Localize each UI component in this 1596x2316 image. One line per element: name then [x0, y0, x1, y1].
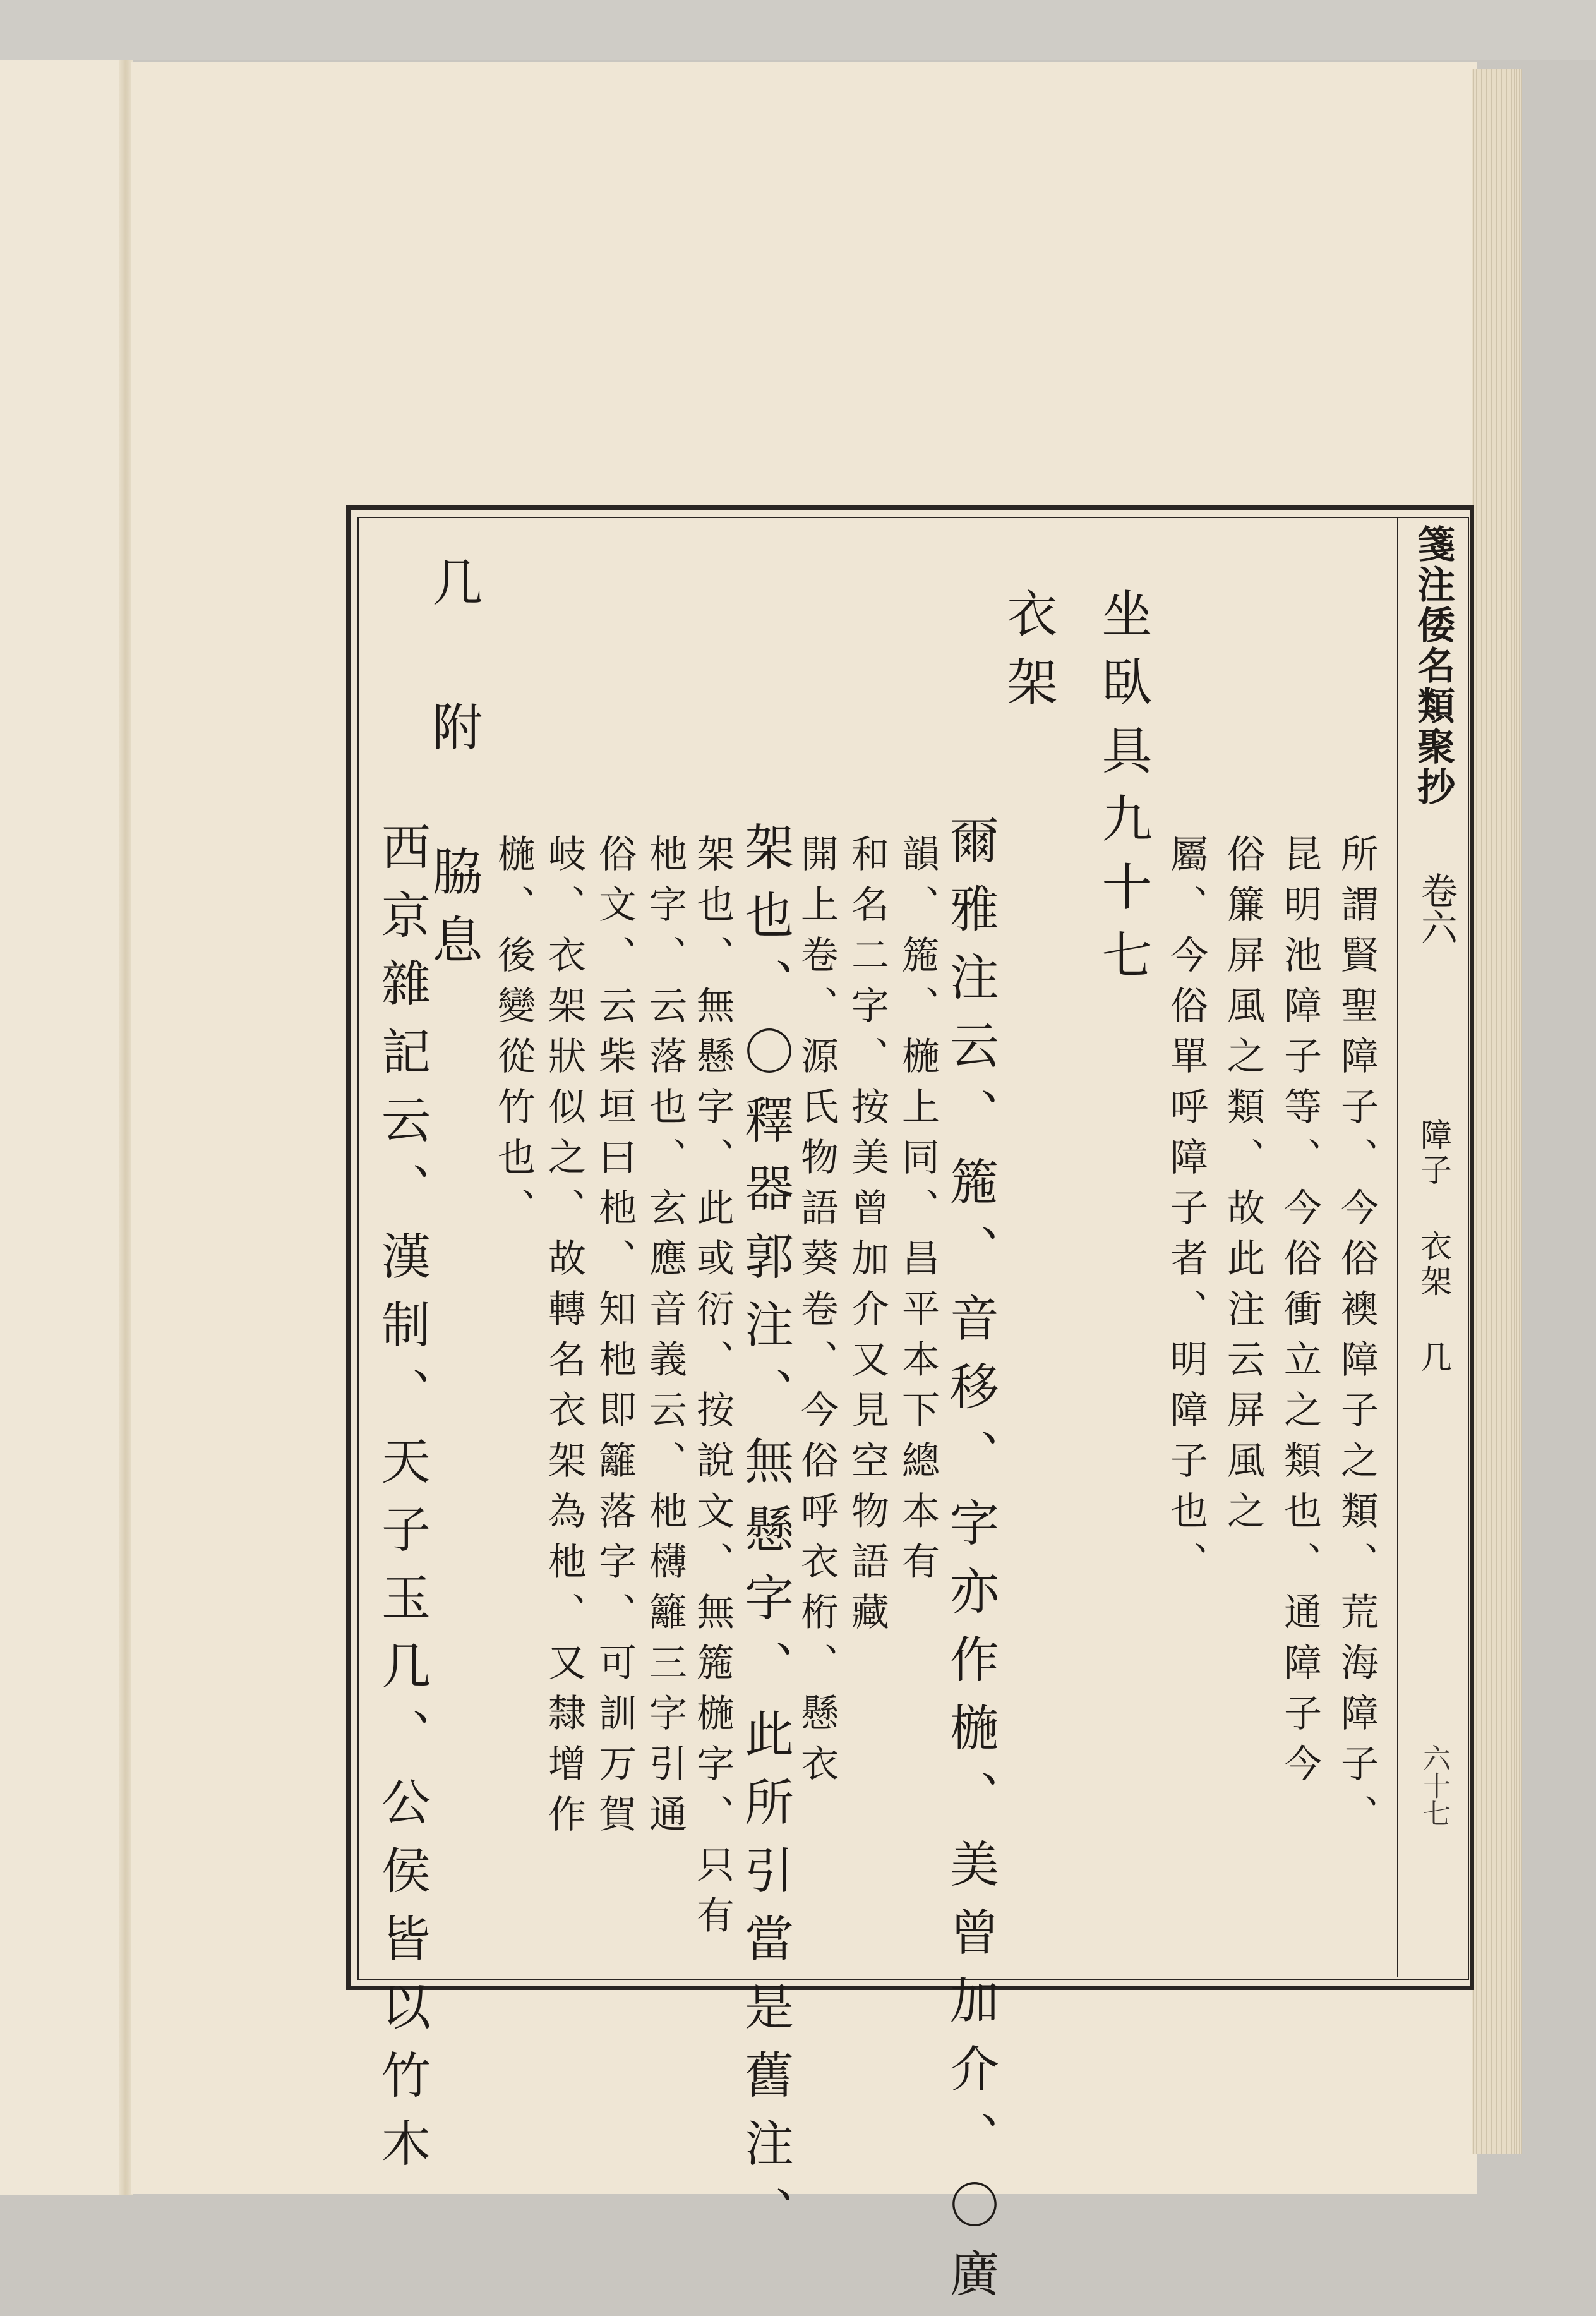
text-column: 西京雜記云、漢制、天子玉几、公侯皆以竹木 [373, 821, 430, 2186]
text-column: 椸、後變從竹也、 [491, 834, 536, 1238]
text-column: 屬、今俗單呼障子者、明障子也、 [1164, 834, 1208, 1592]
running-head-volume: 卷六 [1415, 872, 1458, 945]
folio-number: 六十七 [1418, 1744, 1450, 1827]
facing-page [0, 60, 120, 2195]
book-gutter [119, 60, 133, 2195]
text-column: 架也、〇釋器郭注、無懸字、此所引當是舊注、 [736, 821, 793, 2254]
text-column: 韻、箷、椸上同、昌平本下總本有 [896, 834, 940, 1592]
running-head-title: 箋注倭名類聚抄 [1411, 524, 1455, 807]
text-column: 俗文、云柴垣曰杝、知杝即籬落字、可訓万賀 [592, 834, 637, 1845]
text-column: 几 附 脇息 [424, 556, 483, 982]
text-column: 岐、衣架狀似之、故轉名衣架為杝、又隸增作 [542, 834, 586, 1845]
text-column: 衣架 [999, 588, 1057, 724]
background [0, 0, 1596, 60]
text-column: 昆明池障子等、今俗衝立之類也、通障子今 [1278, 834, 1322, 1794]
text-column: 和名二字、按美曾加介又見空物語藏 [845, 834, 889, 1643]
text-column: 杝字、云落也、玄應音義云、杝欂籬三字引通 [643, 834, 687, 1845]
running-head-subjects: 障子 衣架 几 [1415, 1118, 1452, 1376]
page-edges [1472, 69, 1522, 2154]
text-column: 所謂賢聖障子、今俗襖障子之類、荒海障子、 [1335, 834, 1379, 1845]
text-column: 開上卷、源氏物語葵卷、今俗呼衣桁、懸衣 [795, 834, 839, 1794]
text-column: 架也、無懸字、此或衍、按說文、無箷椸字、只有 [690, 834, 735, 1946]
margin-divider [1397, 518, 1398, 1977]
text-column: 爾雅注云、箷、音移、字亦作椸、美曾加介、〇廣 [942, 815, 999, 2316]
text-column: 俗簾屏風之類、故此注云屏風之 [1221, 834, 1265, 1541]
text-column: 坐臥具九十七 [1093, 588, 1152, 997]
